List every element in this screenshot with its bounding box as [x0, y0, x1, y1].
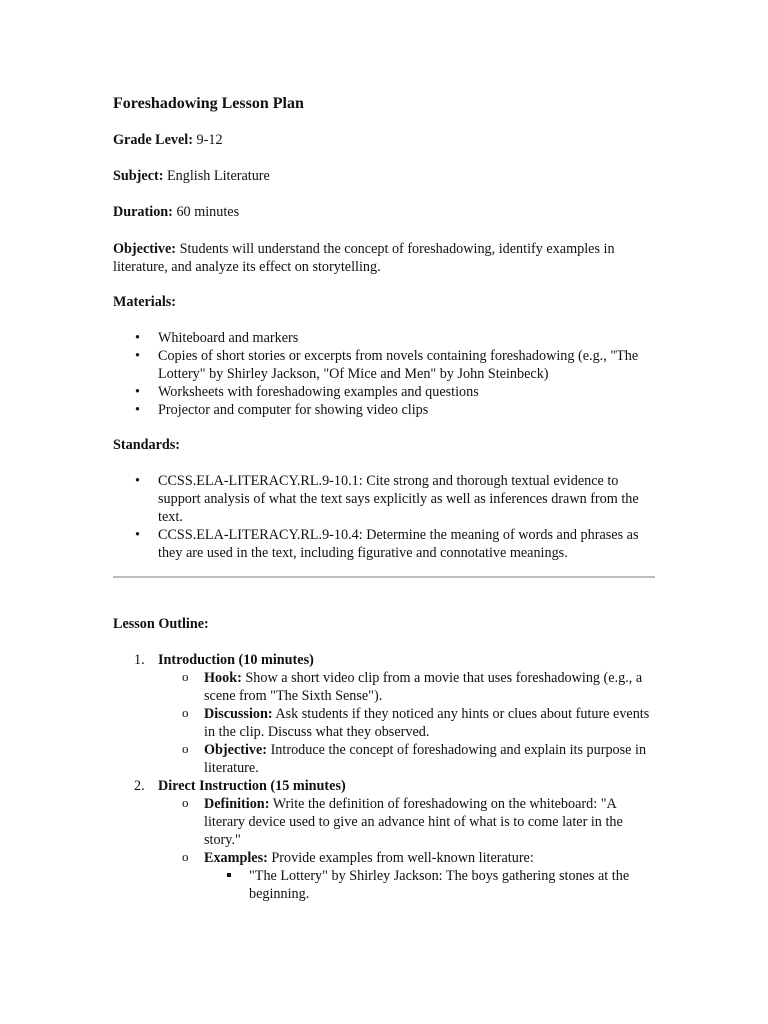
grade-level-label: Grade Level: — [113, 132, 193, 148]
subject-label: Subject: — [113, 168, 164, 184]
outline-subitem: o Definition: Write the definition of foreshadowing on the whiteboard: "A literary device used to give an advance hint of what is to come later in the story." — [158, 795, 658, 849]
list-item: • CCSS.ELA-LITERACY.RL.9-10.1: Cite strong and thorough textual evidence to support analysis of what the text says explicitly as well as inferences drawn from the text. — [113, 472, 658, 526]
page-title: Foreshadowing Lesson Plan — [113, 95, 304, 112]
outline-section — [113, 651, 658, 777]
duration-label: Duration: — [113, 204, 173, 220]
objective-paragraph — [113, 240, 658, 276]
duration-value: 60 minutes — [172, 204, 240, 220]
outline-subitem: o Discussion: Ask students if they noticed any hints or clues about future events in the clip. Discuss what they observed. — [158, 705, 658, 741]
section-divider — [113, 576, 655, 578]
outline-subitem: o Examples: Provide examples from well-known literature: "The Lottery" by Shirley Jackson: The boys gathering stones at the beginning. — [158, 849, 658, 903]
title-block — [113, 95, 658, 113]
section-title: Direct Instruction (15 minutes) — [158, 778, 346, 794]
list-item: • CCSS.ELA-LITERACY.RL.9-10.4: Determine the meaning of words and phrases as they are used in the text, including figurative and connotative meanings. — [113, 526, 658, 562]
list-item: • Worksheets with foreshadowing examples and questions — [113, 383, 658, 401]
list-item: • Projector and computer for showing video clips — [113, 401, 658, 419]
section-title: Introduction (10 minutes) — [158, 652, 314, 668]
subject-value: English Literature — [163, 168, 270, 184]
section-number: 1. — [134, 652, 145, 668]
section-number: 2. — [134, 778, 145, 794]
objective-text: Students will understand the concept of foreshadowing, identify examples in literature, and analyze its effect on storytelling. — [113, 241, 615, 275]
subject-line — [113, 167, 658, 185]
list-item: • Copies of short stories or excerpts from novels containing foreshadowing (e.g., "The Lottery" by Shirley Jackson, "Of Mice and Men" by John Steinbeck) — [113, 347, 658, 383]
lesson-outline — [113, 651, 658, 903]
outline-section — [113, 777, 658, 903]
materials-list — [113, 329, 658, 419]
duration-line — [113, 203, 658, 221]
materials-heading: Materials: — [113, 294, 177, 310]
standards-list — [113, 472, 658, 562]
outline-subitem: o Hook: Show a short video clip from a movie that uses foreshadowing (e.g., a scene from "The Sixth Sense"). — [158, 669, 658, 705]
objective-label: Objective: — [113, 241, 177, 257]
outline-subitem: o Objective: Introduce the concept of foreshadowing and explain its purpose in literature. — [158, 741, 658, 777]
example-item: "The Lottery" by Shirley Jackson: The boys gathering stones at the beginning. — [204, 867, 658, 903]
grade-level-value: 9-12 — [192, 132, 223, 148]
standards-heading: Standards: — [113, 437, 181, 453]
grade-level-line — [113, 131, 658, 149]
list-item: • Whiteboard and markers — [113, 329, 658, 347]
lesson-outline-heading: Lesson Outline: — [113, 616, 209, 632]
